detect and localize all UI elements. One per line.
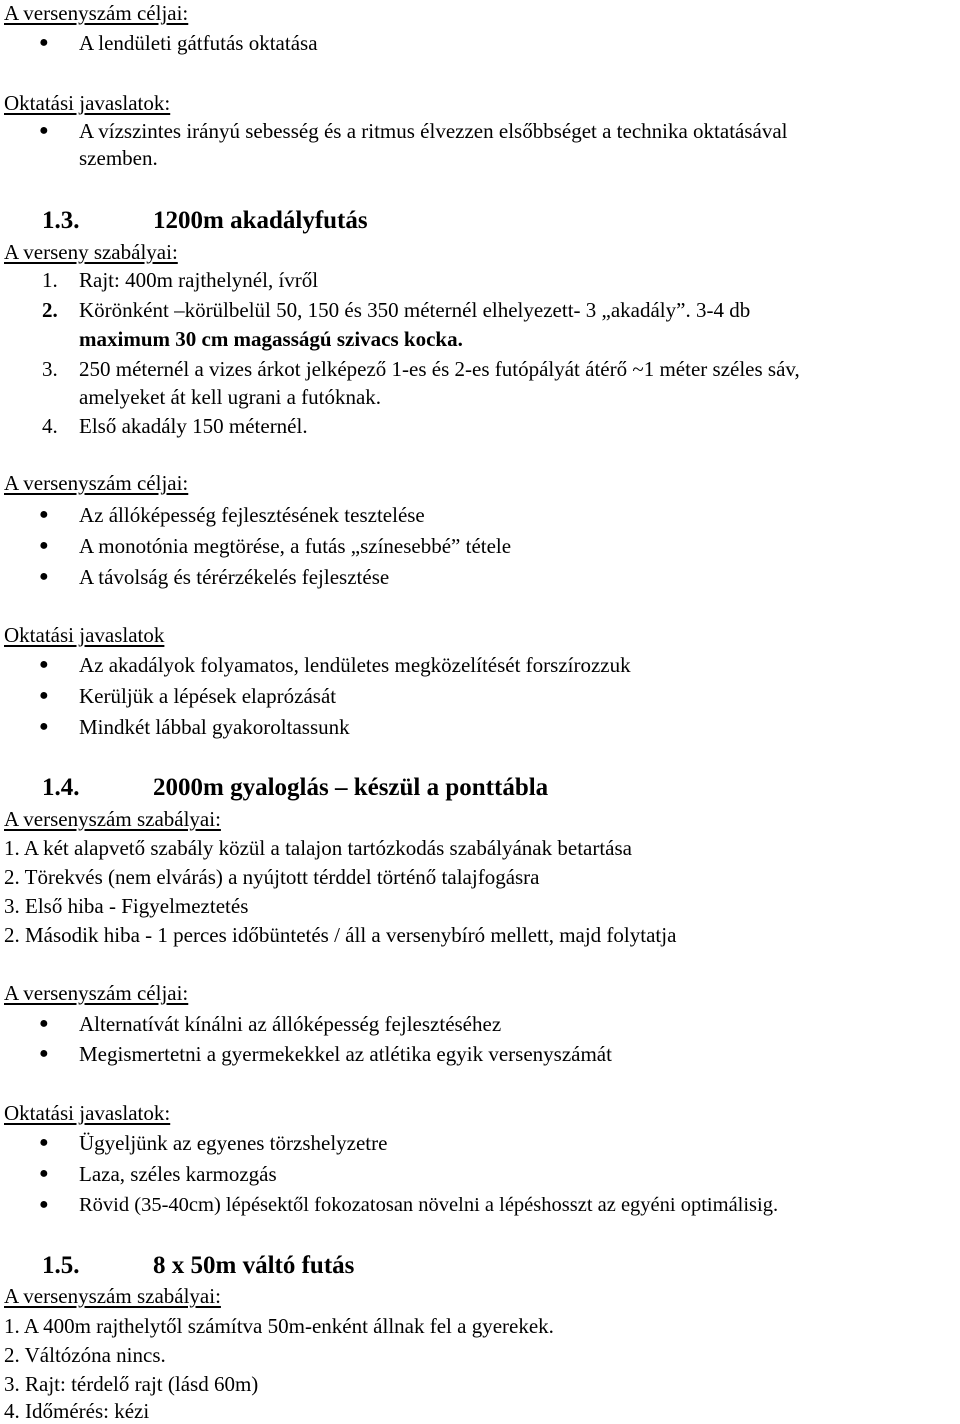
rule-text: Körönként –körülbelül 50, 150 és 350 méternél elhelyezett- 3 „akadály”. 3-4 db (79, 298, 751, 322)
rule-number: 2. (42, 298, 58, 322)
section-title: 2000m gyaloglás – készül a ponttábla (153, 774, 549, 801)
rules-label: A verseny szabályai: (4, 240, 178, 264)
goal-item: Az állóképesség fejlesztésének tesztelése (79, 503, 425, 527)
rule-number: 4. (42, 414, 58, 438)
rule-line: 4. Időmérés: kézi (4, 1399, 150, 1423)
rule-line: 3. Első hiba - Figyelmeztetés (4, 894, 249, 918)
bullet-icon: ● (39, 122, 49, 139)
rule-text: Első akadály 150 méternél. (79, 414, 308, 438)
bullet-icon: ● (39, 506, 49, 523)
rule-text: Rajt: 400m rajthelynél, ívről (79, 268, 319, 292)
rule-line: 2. Második hiba - 1 perces időbüntetés / áll a versenybíró mellett, majd folytatja (4, 923, 677, 947)
tip-item: A vízszintes irányú sebesség és a ritmus élvezzen elsőbbséget a technika oktatásával (79, 119, 788, 143)
tips-label: Oktatási javaslatok: (4, 91, 171, 115)
section-title: 1200m akadályfutás (153, 207, 368, 234)
bullet-icon: ● (39, 537, 49, 554)
tip-item: Laza, széles karmozgás (79, 1162, 277, 1186)
goal-item: A monotónia megtörése, a futás „színesebbé” tétele (79, 534, 512, 558)
rule-number: 3. (42, 357, 58, 381)
section-title: 8 x 50m váltó futás (153, 1252, 355, 1279)
rule-text-cont: amelyeket át kell ugrani a futóknak. (79, 385, 382, 409)
goal-item: Alternatívát kínálni az állóképesség fejlesztéséhez (79, 1012, 502, 1036)
rule-line: 1. A két alapvető szabály közül a talajon tartózkodás szabályának betartása (4, 836, 633, 860)
bullet-icon: ● (39, 656, 49, 673)
rule-line: 1. A 400m rajthelytől számítva 50m-enként állnak fel a gyerekek. (4, 1314, 554, 1338)
rule-line: 3. Rajt: térdelő rajt (lásd 60m) (4, 1372, 259, 1396)
tip-item: Ügyeljünk az egyenes törzshelyzetre (79, 1131, 388, 1155)
tip-item-cont: szemben. (79, 146, 158, 170)
goal-item: Megismertetni a gyermekekkel az atlétika egyik versenyszámát (79, 1042, 612, 1066)
goal-item: A távolság és térérzékelés fejlesztése (79, 565, 390, 589)
tip-item: Rövid (35-40cm) lépésektől fokozatosan növelni a lépéshosszt az egyéni optimálisig. (79, 1194, 779, 1216)
bullet-icon: ● (39, 1134, 49, 1151)
bullet-icon: ● (39, 718, 49, 735)
rule-number: 1. (42, 268, 58, 292)
rules-label: A versenyszám szabályai: (4, 1284, 221, 1308)
rules-label: A versenyszám szabályai: (4, 807, 221, 831)
bullet-icon: ● (39, 1045, 49, 1062)
section-number: 1.5. (42, 1252, 80, 1279)
goals-label: A versenyszám céljai: (4, 471, 189, 495)
rule-text-cont: maximum 30 cm magasságú szivacs kocka. (79, 327, 463, 351)
bullet-icon: ● (39, 1196, 49, 1213)
section-number: 1.3. (42, 207, 80, 234)
tip-item: Kerüljük a lépések elaprózását (79, 684, 337, 708)
bullet-icon: ● (39, 1015, 49, 1032)
rule-line: 2. Törekvés (nem elvárás) a nyújtott térddel történő talajfogásra (4, 865, 540, 889)
rule-line: 2. Váltózóna nincs. (4, 1343, 166, 1367)
tips-label: Oktatási javaslatok (4, 623, 165, 647)
section-number: 1.4. (42, 774, 80, 801)
bullet-icon: ● (39, 568, 49, 585)
goal-item: A lendületi gátfutás oktatása (79, 31, 318, 55)
bullet-icon: ● (39, 34, 49, 51)
tips-label: Oktatási javaslatok: (4, 1101, 171, 1125)
goals-label: A versenyszám céljai: (4, 981, 189, 1005)
goals-label: A versenyszám céljai: (4, 1, 189, 25)
bullet-icon: ● (39, 687, 49, 704)
tip-item: Mindkét lábbal gyakoroltassunk (79, 715, 350, 739)
bullet-icon: ● (39, 1165, 49, 1182)
rule-text: 250 méternél a vizes árkot jelképező 1-es és 2-es futópályát átérő ~1 méter széles sáv, (79, 357, 800, 381)
tip-item: Az akadályok folyamatos, lendületes megközelítését forszírozzuk (79, 653, 631, 677)
